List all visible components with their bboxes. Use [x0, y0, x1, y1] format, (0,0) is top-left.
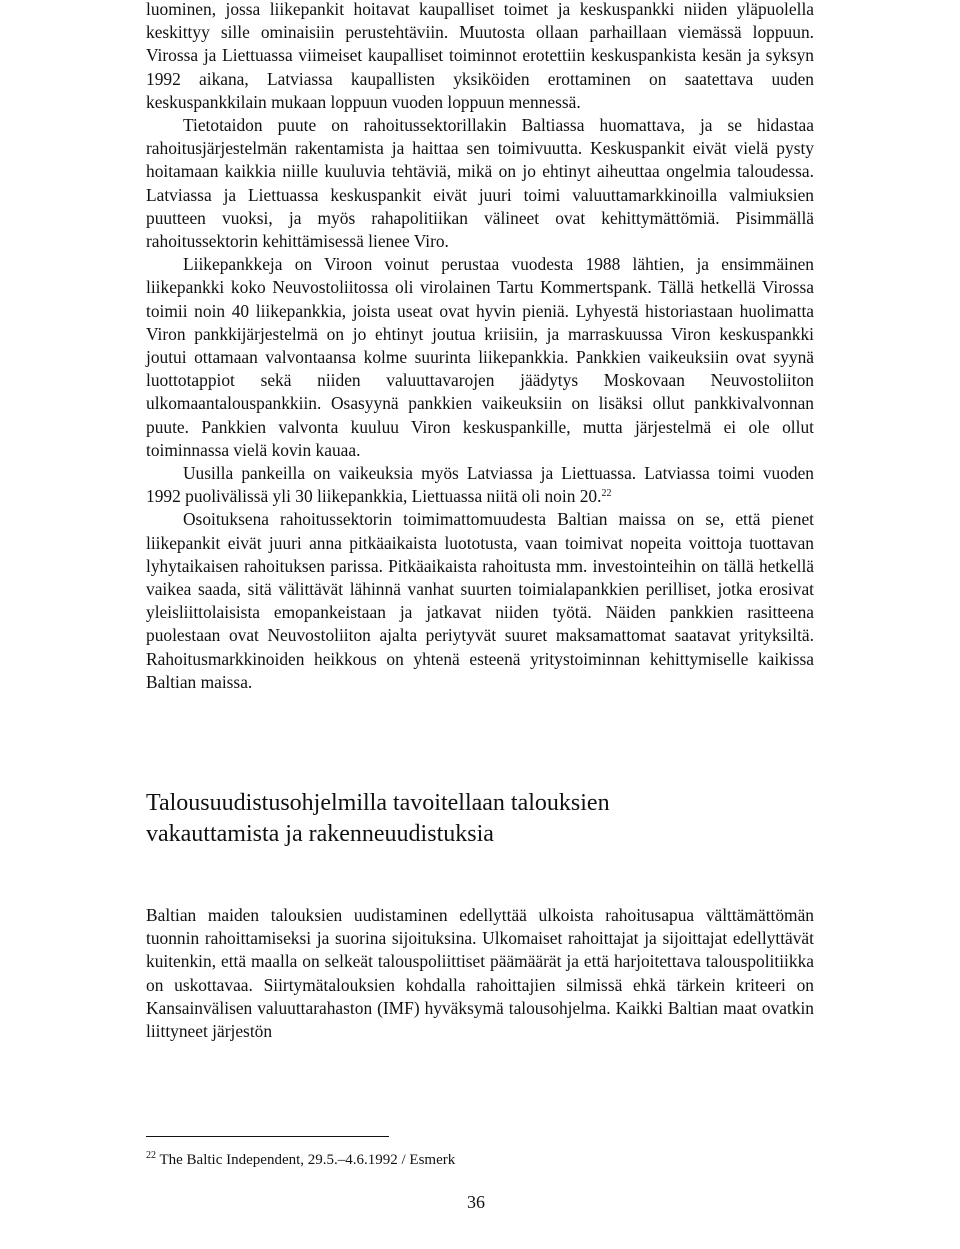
- paragraph-4: [146, 462, 814, 508]
- paragraph-4-text: Uusilla pankeilla on vaikeuksia myös Latviassa ja Liettuassa. Latviassa toimi vuoden 1992 puolivälissä yli 30 liikepankkia, Liettuassa niitä oli noin 20.: [146, 463, 814, 507]
- paragraph-2: Tietotaidon puute on rahoitussektorillakin Baltiassa huomattava, ja se hidastaa rahoitusjärjestelmän rakentamista ja haittaa sen toimivuutta. Keskuspankit eivät vielä pysty hoitamaan kaikkia niille kuuluvia tehtäviä, mikä on jo ehtinyt aiheuttaa ongelmia taloudessa. Latviassa ja Liettuassa keskuspankit eivät juuri toimi valuuttamarkkinoilla valmiuksien puutteen vuoksi, ja myös rahapolitiikan välineet ovat kehittymättömiä. Pisimmällä rahoitussektorin kehittämisessä lienee Viro.: [146, 115, 814, 252]
- section-paragraph: Baltian maiden talouksien uudistaminen edellyttää ulkoista rahoitusapua välttämättömän tuonnin rahoittamiseksi ja suorina sijoituksina. Ulkomaiset rahoittajat ja sijoittajat edellyttävät kuitenkin, että maalla on selkeät talouspoliittiset päämäärät ja että harjoitettava talouspolitiikka on uskottavaa. Siirtymätalouksien kohdalla rahoittajien silmissä ehkä tärkein kriteeri on Kansainvälisen valuuttarahaston (IMF) hyväksymä talousohjelma. Kaikki Baltian maat ovatkin liittyneet järjestön: [146, 905, 814, 1042]
- paragraph-3: Liikepankkeja on Viroon voinut perustaa vuodesta 1988 lähtien, ja ensimmäinen liikepankki koko Neuvostoliitossa oli virolainen Tartu Kommertspank. Tällä hetkellä Virossa toimii noin 40 liikepankkia, joista useat ovat hyvin pieniä. Lyhyestä historiastaan huolimatta Viron pankkijärjestelmä on jo ehtinyt joutua kriisiin, ja marraskuussa Viron keskuspankki joutui ottamaan valvontaansa kolme suurinta liikepankkia. Pankkien vaikeuksiin ovat syynä luottotappiot sekä niiden valuuttavarojen jäädytys Moskovaan Neuvostoliiton ulkomaantalouspankkiin. Osasyynä pankkien vaikeuksiin on lisäksi ollut pankkivalvonnan puute. Pankkien valvonta kuuluu Viron keskuspankille, mutta järjestelmä ei ole ollut toiminnassa vielä kovin kauaa.: [146, 254, 814, 460]
- page-number: 36: [467, 1192, 485, 1212]
- section-heading-line-2: vakauttamista ja rakenneuudistuksia: [146, 821, 494, 847]
- section-heading-line-1: Talousuudistusohjelmilla tavoitellaan talouksien: [146, 790, 610, 816]
- footnote-divider: [146, 1136, 389, 1137]
- body-text: [146, 0, 814, 694]
- footnote: [146, 1150, 455, 1170]
- paragraph-1: luominen, jossa liikepankit hoitavat kaupalliset toimet ja keskuspankki niiden yläpuolella keskittyy sille ominaisiin perustehtäviin. Muutosta ollaan parhaillaan viemässä loppuun. Virossa ja Liettuassa viimeiset kaupalliset toiminnot erotettiin keskuspankista kesän ja syksyn 1992 aikana, Latviassa kaupallisten yksiköiden erottaminen on saatettava uuden keskuspankkilain mukaan loppuun vuoden loppuun mennessä.: [146, 0, 814, 112]
- paragraph-5: Osoituksena rahoitussektorin toimimattomuudesta Baltian maissa on se, että pienet liikepankit eivät juuri anna pitkäaikaista luototusta, vaan toimivat nopeita voittoja tuottavan lyhytaikaisen rahoituksen parissa. Pitkäaikaista rahoitusta mm. investointeihin on tällä hetkellä vaikea saada, sitä välittävät lähinnä vanhat suurten toimialapankkien perilliset, jotka erosivat yleisliittolaisista emopankeistaan ja jatkavat niiden työtä. Näiden pankkien rasitteena puolestaan ovat Neuvostoliiton ajalta periytyvät suuret maksamattomat saatavat yrityksiltä. Rahoitusmarkkinoiden heikkous on yhtenä esteenä yritystoiminnan kehittymiselle kaikissa Baltian maissa.: [146, 509, 814, 692]
- section-heading: [146, 788, 610, 850]
- footnote-text: The Baltic Independent, 29.5.–4.6.1992 / Esmerk: [159, 1152, 456, 1168]
- footnote-reference[interactable]: 22: [601, 488, 612, 500]
- footnote-number: 22: [146, 1150, 156, 1161]
- section-body: [146, 904, 814, 1043]
